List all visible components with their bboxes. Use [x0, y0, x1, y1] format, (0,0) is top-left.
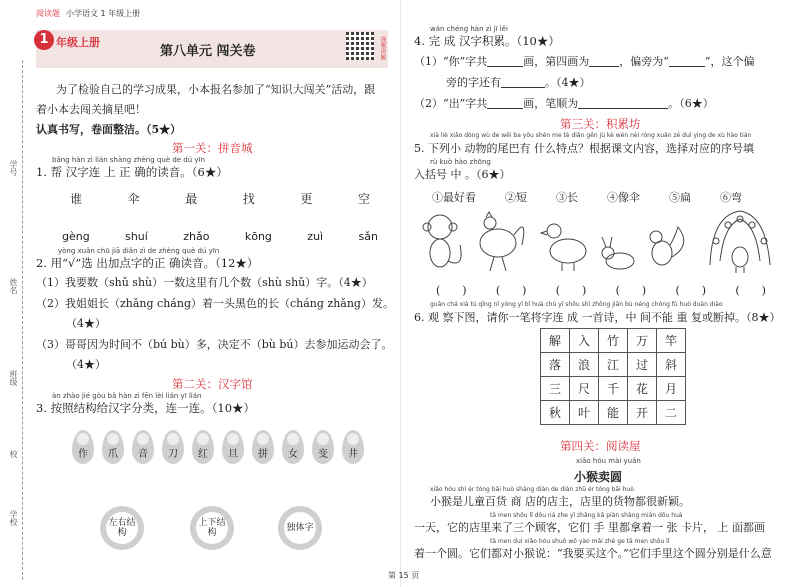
q1-pinyin-option[interactable]: kōng: [244, 230, 272, 243]
q1-pinyin-option[interactable]: zhǎo: [183, 230, 210, 243]
grid-cell[interactable]: 竿: [657, 329, 686, 353]
duck-icon: [541, 224, 586, 271]
char-petal[interactable]: 刀: [162, 430, 184, 464]
q2-pinyin: yòng xuǎn chū jiā diǎn zì de zhèng què dú yīn: [58, 247, 220, 255]
q4-pinyin: wán chéng hàn zì jī lěi: [430, 25, 508, 33]
grid-cell[interactable]: 二: [657, 401, 686, 425]
monkey-icon: [423, 215, 461, 267]
q1-pinyin-row: [62, 230, 378, 243]
q1-char[interactable]: 找: [242, 192, 255, 206]
right-page: [388, 0, 800, 587]
q1-pinyin-option[interactable]: gèng: [62, 230, 90, 243]
grid-cell[interactable]: 花: [628, 377, 657, 401]
grid-cell[interactable]: 叶: [570, 401, 599, 425]
answer-paren-duck[interactable]: ( ): [555, 284, 587, 297]
section-2-title: 第二关：汉字馆: [172, 377, 253, 391]
answer-paren-rabbit[interactable]: ( ): [615, 284, 647, 297]
rabbit-icon: [602, 237, 634, 269]
peacock-icon: [710, 211, 770, 273]
structure-flower-single[interactable]: 独体字: [278, 506, 322, 550]
grid-cell[interactable]: 月: [657, 377, 686, 401]
char-petal[interactable]: 红: [192, 430, 214, 464]
story-paragraph-2: 一天，它的店里来了三个顾客，它们 手 里都拿着一 张 卡片， 上 面都画: [414, 521, 765, 534]
q1-char[interactable]: 谁: [70, 192, 83, 206]
writing-requirement: 认真书写，卷面整洁。（5★）: [36, 123, 182, 136]
q1-char-row: [70, 190, 370, 207]
grid-cell[interactable]: 解: [541, 329, 570, 353]
answer-paren-squirrel[interactable]: ( ): [675, 284, 707, 297]
q4-text: 4. 完 成 汉字积累。（10★）: [414, 34, 560, 48]
q4-item-2: （2）“出”字共 画，笔顺为 。（6★）: [414, 97, 714, 110]
grid-cell[interactable]: 能: [599, 401, 628, 425]
grid-cell[interactable]: 浪: [570, 353, 599, 377]
option-flat: ⑤扁: [669, 191, 691, 204]
grid-cell[interactable]: 入: [570, 329, 599, 353]
blank-radical-words[interactable]: [501, 77, 545, 88]
animal-illustrations: [410, 205, 790, 275]
intro-line-2: 着小本去闯关摘星吧！: [36, 103, 146, 116]
grade-badge-text: 年级上册: [56, 36, 100, 49]
blank-chu-order[interactable]: [578, 98, 668, 109]
book-title: 小学语文 1 年级上册: [66, 9, 141, 18]
grid-cell[interactable]: 开: [628, 401, 657, 425]
grid-cell[interactable]: 万: [628, 329, 657, 353]
q6-pinyin: guān chá xià tú qǐng nǐ yòng yī bǐ huà chū yī shǒu shī zhōng jiān bù néng chóng fù huò duàn diào: [430, 301, 723, 308]
grid-cell[interactable]: 尺: [570, 377, 599, 401]
q3-pinyin: àn zhào jié gòu bǎ hàn zì fēn lèi lián yī lián: [52, 392, 202, 400]
side-label-line: 校: [9, 450, 18, 458]
q3-text: 3. 按照结构给汉字分类，连一连。（10★）: [36, 401, 256, 415]
q1-char[interactable]: 空: [357, 192, 370, 206]
story-paragraph-3: 着一个圆。它们都对小猴说：“我要买这个。”它们手里这个圆分别是什么意: [414, 547, 772, 560]
story-title-pinyin: xiǎo hóu mài yuán: [576, 457, 641, 465]
q5-pinyin-2: rù kuò hào zhōng: [430, 158, 491, 166]
story-p3-pinyin: tā men duì xiǎo hóu shuō wǒ yào mǎi zhè ge tā men shǒu lǐ: [490, 538, 670, 545]
grid-cell[interactable]: 千: [599, 377, 628, 401]
char-petal[interactable]: 作: [72, 430, 94, 464]
section-3-title: 第三关：积累坊: [560, 117, 641, 131]
blank-stroke-count[interactable]: [487, 56, 523, 67]
section-4-title: 第四关：阅读屋: [560, 439, 641, 453]
q1-pinyin: bǎng hàn zì lián shàng zhèng què de dú yīn: [52, 156, 205, 164]
story-p1-pinyin: xiǎo hóu shì ér tóng bǎi huò shāng diàn de diàn zhǔ ér tóng bǎi huò: [430, 486, 634, 493]
option-best-looking: ①最好看: [432, 191, 476, 204]
answer-paren-rooster[interactable]: ( ): [495, 284, 527, 297]
rooster-icon: [480, 212, 524, 271]
grid-cell[interactable]: 斜: [657, 353, 686, 377]
grid-cell[interactable]: 秋: [541, 401, 570, 425]
poem-grid: [540, 328, 686, 425]
structure-flower-left-right[interactable]: 左右结构: [100, 506, 144, 550]
squirrel-icon: [650, 227, 684, 265]
q6-text: 6. 观 察下图，请你一笔将字连 成 一首诗，中 间不能 重 复或断掉。（8★）: [414, 311, 781, 324]
q1-char[interactable]: 更: [300, 192, 313, 206]
q2-item-1[interactable]: （1）我要数（shǔ shù）一数这里有几个数（shù shǔ）字。（4★）: [36, 276, 373, 289]
grid-row: [541, 377, 686, 401]
page-number: 第 15 页: [388, 571, 420, 580]
q4-item-1-cont: 旁的字还有 。（4★）: [446, 76, 591, 89]
answer-paren-monkey[interactable]: ( ): [436, 284, 467, 297]
binding-margin: [0, 60, 26, 580]
section-1-title: 第一关：拼音城: [172, 141, 253, 155]
q2-item-3-score: （4★）: [66, 358, 106, 371]
qr-code-overlay: [346, 32, 374, 60]
q5-pinyin: xià liè xiǎo dòng wù de wěi ba yǒu shén me tè diǎn gēn jù kè wén nèi róng xuǎn zé duì yìng de xù hào tián: [430, 132, 752, 139]
binding-line: [22, 60, 23, 580]
blank-radical[interactable]: [669, 56, 705, 67]
publisher-logo: 阅读题: [36, 9, 60, 18]
q2-item-2-score: （4★）: [66, 317, 106, 330]
q1-char[interactable]: 伞: [127, 192, 140, 206]
option-long: ③长: [556, 191, 578, 204]
grade-badge-number: 1: [34, 30, 54, 50]
q2-item-3[interactable]: （3）哥哥因为时间不（bú bù）多，决定不（bù bú）去参加运动会了。: [36, 338, 393, 351]
answer-paren-peacock[interactable]: ( ): [735, 284, 766, 297]
grid-row: [541, 401, 686, 425]
q1-pinyin-option[interactable]: shuí: [125, 230, 148, 243]
option-short: ②短: [505, 191, 527, 204]
grid-cell[interactable]: 三: [541, 377, 570, 401]
story-p2-pinyin: tā men shǒu lǐ dōu ná zhe yī zhāng kǎ piàn shàng miàn dōu huà: [490, 512, 683, 519]
intro-line-1: 为了检验自己的学习成果，小本报名参加了“知识大闯关”活动，跟: [56, 83, 376, 96]
grid-row: [541, 353, 686, 377]
char-petal[interactable]: 拼: [252, 430, 274, 464]
q2-item-2[interactable]: （2）我姐姐长（zhǎng cháng）着一头黑色的长（cháng zhǎng）发。: [36, 297, 394, 310]
option-umbrella: ④像伞: [607, 191, 640, 204]
story-paragraph-1: 小猴是儿童百货 商 店的店主，店里的货物都很新颖。: [430, 495, 690, 508]
structure-flower-top-bottom[interactable]: 上下结构: [190, 506, 234, 550]
grid-cell[interactable]: 竹: [599, 329, 628, 353]
char-petal[interactable]: 旦: [222, 430, 244, 464]
char-petal[interactable]: 井: [342, 430, 364, 464]
grid-cell[interactable]: 过: [628, 353, 657, 377]
option-curved: ⑥弯: [720, 191, 742, 204]
q1-text: 1. 帮 汉字连 上 正 确的读音。（6★）: [36, 165, 228, 179]
q1-char[interactable]: 最: [185, 192, 198, 206]
side-label-school: 学校: [9, 510, 18, 526]
q4-item-1: （1）“你”字共 画，第四画为 ，偏旁为“ ”，这个偏: [414, 55, 755, 68]
q1-pinyin-option[interactable]: sǎn: [358, 230, 378, 243]
q5-text-2: 入括号 中 。（6★）: [414, 168, 511, 181]
q5-text: 5. 下列小 动物的尾巴有 什么特点？根据课文内容，选择对应的序号填: [414, 142, 754, 155]
grid-row: [541, 329, 686, 353]
q5-answer-row: [436, 282, 766, 298]
char-petal[interactable]: 爪: [102, 430, 124, 464]
q5-options: [432, 189, 742, 205]
story-title: 小猴卖圆: [574, 470, 623, 484]
blank-chu-strokes[interactable]: [487, 98, 523, 109]
blank-fourth-stroke[interactable]: [589, 56, 619, 67]
unit-title: 第八单元 闯关卷: [160, 44, 256, 59]
grid-cell[interactable]: 江: [599, 353, 628, 377]
char-petal[interactable]: 变: [312, 430, 334, 464]
char-petal[interactable]: 女: [282, 430, 304, 464]
side-label-class: 班级: [9, 370, 18, 386]
qr-caption: 视频讲解: [379, 36, 386, 60]
q1-pinyin-option[interactable]: zuì: [307, 230, 324, 243]
char-petal[interactable]: 音: [132, 430, 154, 464]
q2-text: 2. 用“√”选 出加点字的正 确读音。（12★）: [36, 256, 259, 270]
side-label-name: 姓名: [9, 278, 18, 294]
side-label-student-no: 学号: [9, 160, 18, 176]
grid-cell[interactable]: 落: [541, 353, 570, 377]
